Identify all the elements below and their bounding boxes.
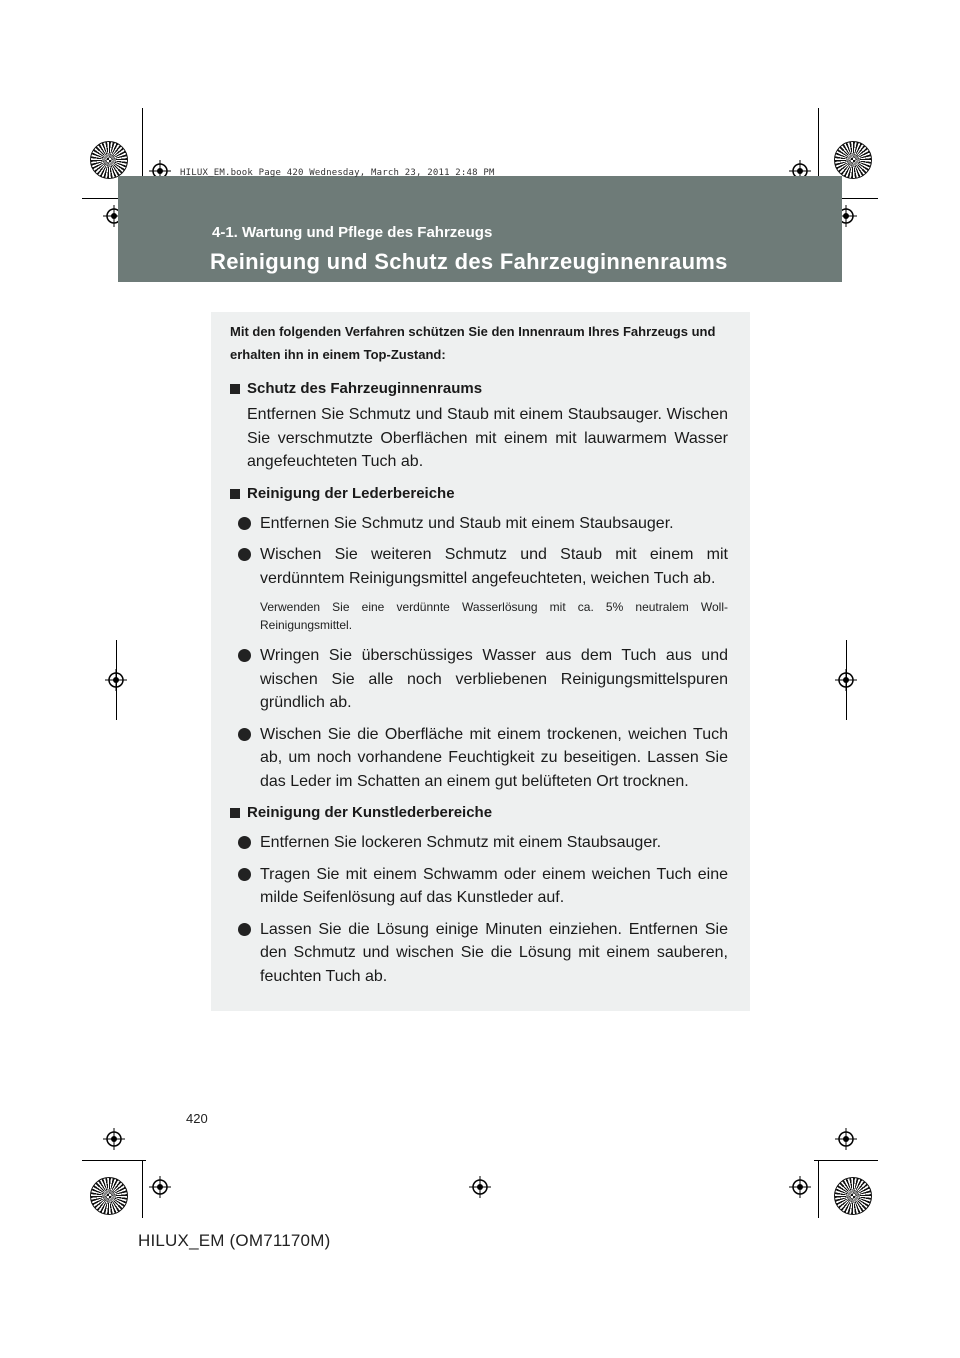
crop-mark [142, 1160, 143, 1218]
list-item: Wischen Sie weiteren Schmutz und Staub mit einem mit verdünntem Reinigungsmittel angefeuchteten, weichen Tuch ab. [238, 543, 728, 590]
section-protection [230, 377, 728, 474]
registration-mark-icon [469, 1176, 491, 1198]
square-bullet-icon [230, 384, 240, 394]
section-leather [230, 482, 728, 794]
bullet-dot-icon [238, 517, 251, 530]
list-item: Tragen Sie mit einem Schwamm oder einem weichen Tuch eine milde Seifenlösung auf das Kunstleder auf. [238, 863, 728, 910]
section-heading: Reinigung der Lederbereiche [230, 482, 728, 506]
square-bullet-icon [230, 808, 240, 818]
bullet-list [230, 831, 728, 988]
intro-text: Mit den folgenden Verfahren schützen Sie den Innenraum Ihres Fahrzeugs und erhalten ihn in einem Top-Zustand: [230, 324, 716, 362]
section-text: Entfernen Sie Schmutz und Staub mit einem Staubsauger. Wischen Sie verschmutzte Oberflächen mit einem mit lauwarmem Wasser angefeuchteten Tuch ab. [247, 406, 728, 470]
crop-mark [82, 1160, 146, 1161]
registration-mark-icon [789, 1176, 811, 1198]
registration-mark-icon [105, 669, 127, 691]
bullet-list [230, 644, 728, 793]
page-title: Reinigung und Schutz des Fahrzeuginnenraums [210, 249, 728, 274]
content [230, 320, 728, 996]
print-rosette-icon [834, 141, 872, 179]
list-item: Lassen Sie die Lösung einige Minuten einziehen. Entfernen Sie den Schmutz und wischen Sie die Lösung mit einem sauberen, feuchten Tuch ab. [238, 918, 728, 989]
section-heading: Schutz des Fahrzeuginnenraums [230, 377, 728, 401]
print-rosette-icon [834, 1177, 872, 1215]
list-item: Entfernen Sie Schmutz und Staub mit einem Staubsauger. [238, 512, 728, 536]
bullet-dot-icon [238, 868, 251, 881]
bullet-dot-icon [238, 923, 251, 936]
print-info: HILUX_EM.book Page 420 Wednesday, March 23, 2011 2:48 PM [180, 168, 495, 178]
list-item: Wringen Sie überschüssiges Wasser aus dem Tuch aus und wischen Sie alle noch verbliebenen Reinigungsmittelspuren gründlich ab. [238, 644, 728, 715]
registration-mark-icon [835, 1128, 857, 1150]
bullet-dot-icon [238, 836, 251, 849]
note-text: Verwenden Sie eine verdünnte Wasserlösung mit ca. 5% neutralem Woll-Reinigungsmittel. [260, 600, 728, 632]
bullet-dot-icon [238, 728, 251, 741]
registration-mark-icon [103, 1128, 125, 1150]
crop-mark [818, 1160, 819, 1218]
bullet-list [230, 512, 728, 591]
section-artificial-leather [230, 801, 728, 988]
section-number: 4-1. Wartung und Pflege des Fahrzeugs [212, 224, 493, 241]
bullet-dot-icon [238, 548, 251, 561]
registration-mark-icon [835, 669, 857, 691]
crop-mark [814, 1160, 878, 1161]
list-item: Entfernen Sie lockeren Schmutz mit einem Staubsauger. [238, 831, 728, 855]
page-number: 420 [186, 1111, 208, 1126]
print-rosette-icon [90, 141, 128, 179]
section-heading: Reinigung der Kunstlederbereiche [230, 801, 728, 825]
list-item: Wischen Sie die Oberfläche mit einem trockenen, weichen Tuch ab, um noch vorhandene Feuchtigkeit zu beseitigen. Lassen Sie das Leder im Schatten an einem gut belüfteten Ort trocknen. [238, 723, 728, 794]
square-bullet-icon [230, 489, 240, 499]
bullet-dot-icon [238, 649, 251, 662]
registration-mark-icon [149, 1176, 171, 1198]
print-rosette-icon [90, 1177, 128, 1215]
document-code: HILUX_EM (OM71170M) [138, 1231, 331, 1250]
